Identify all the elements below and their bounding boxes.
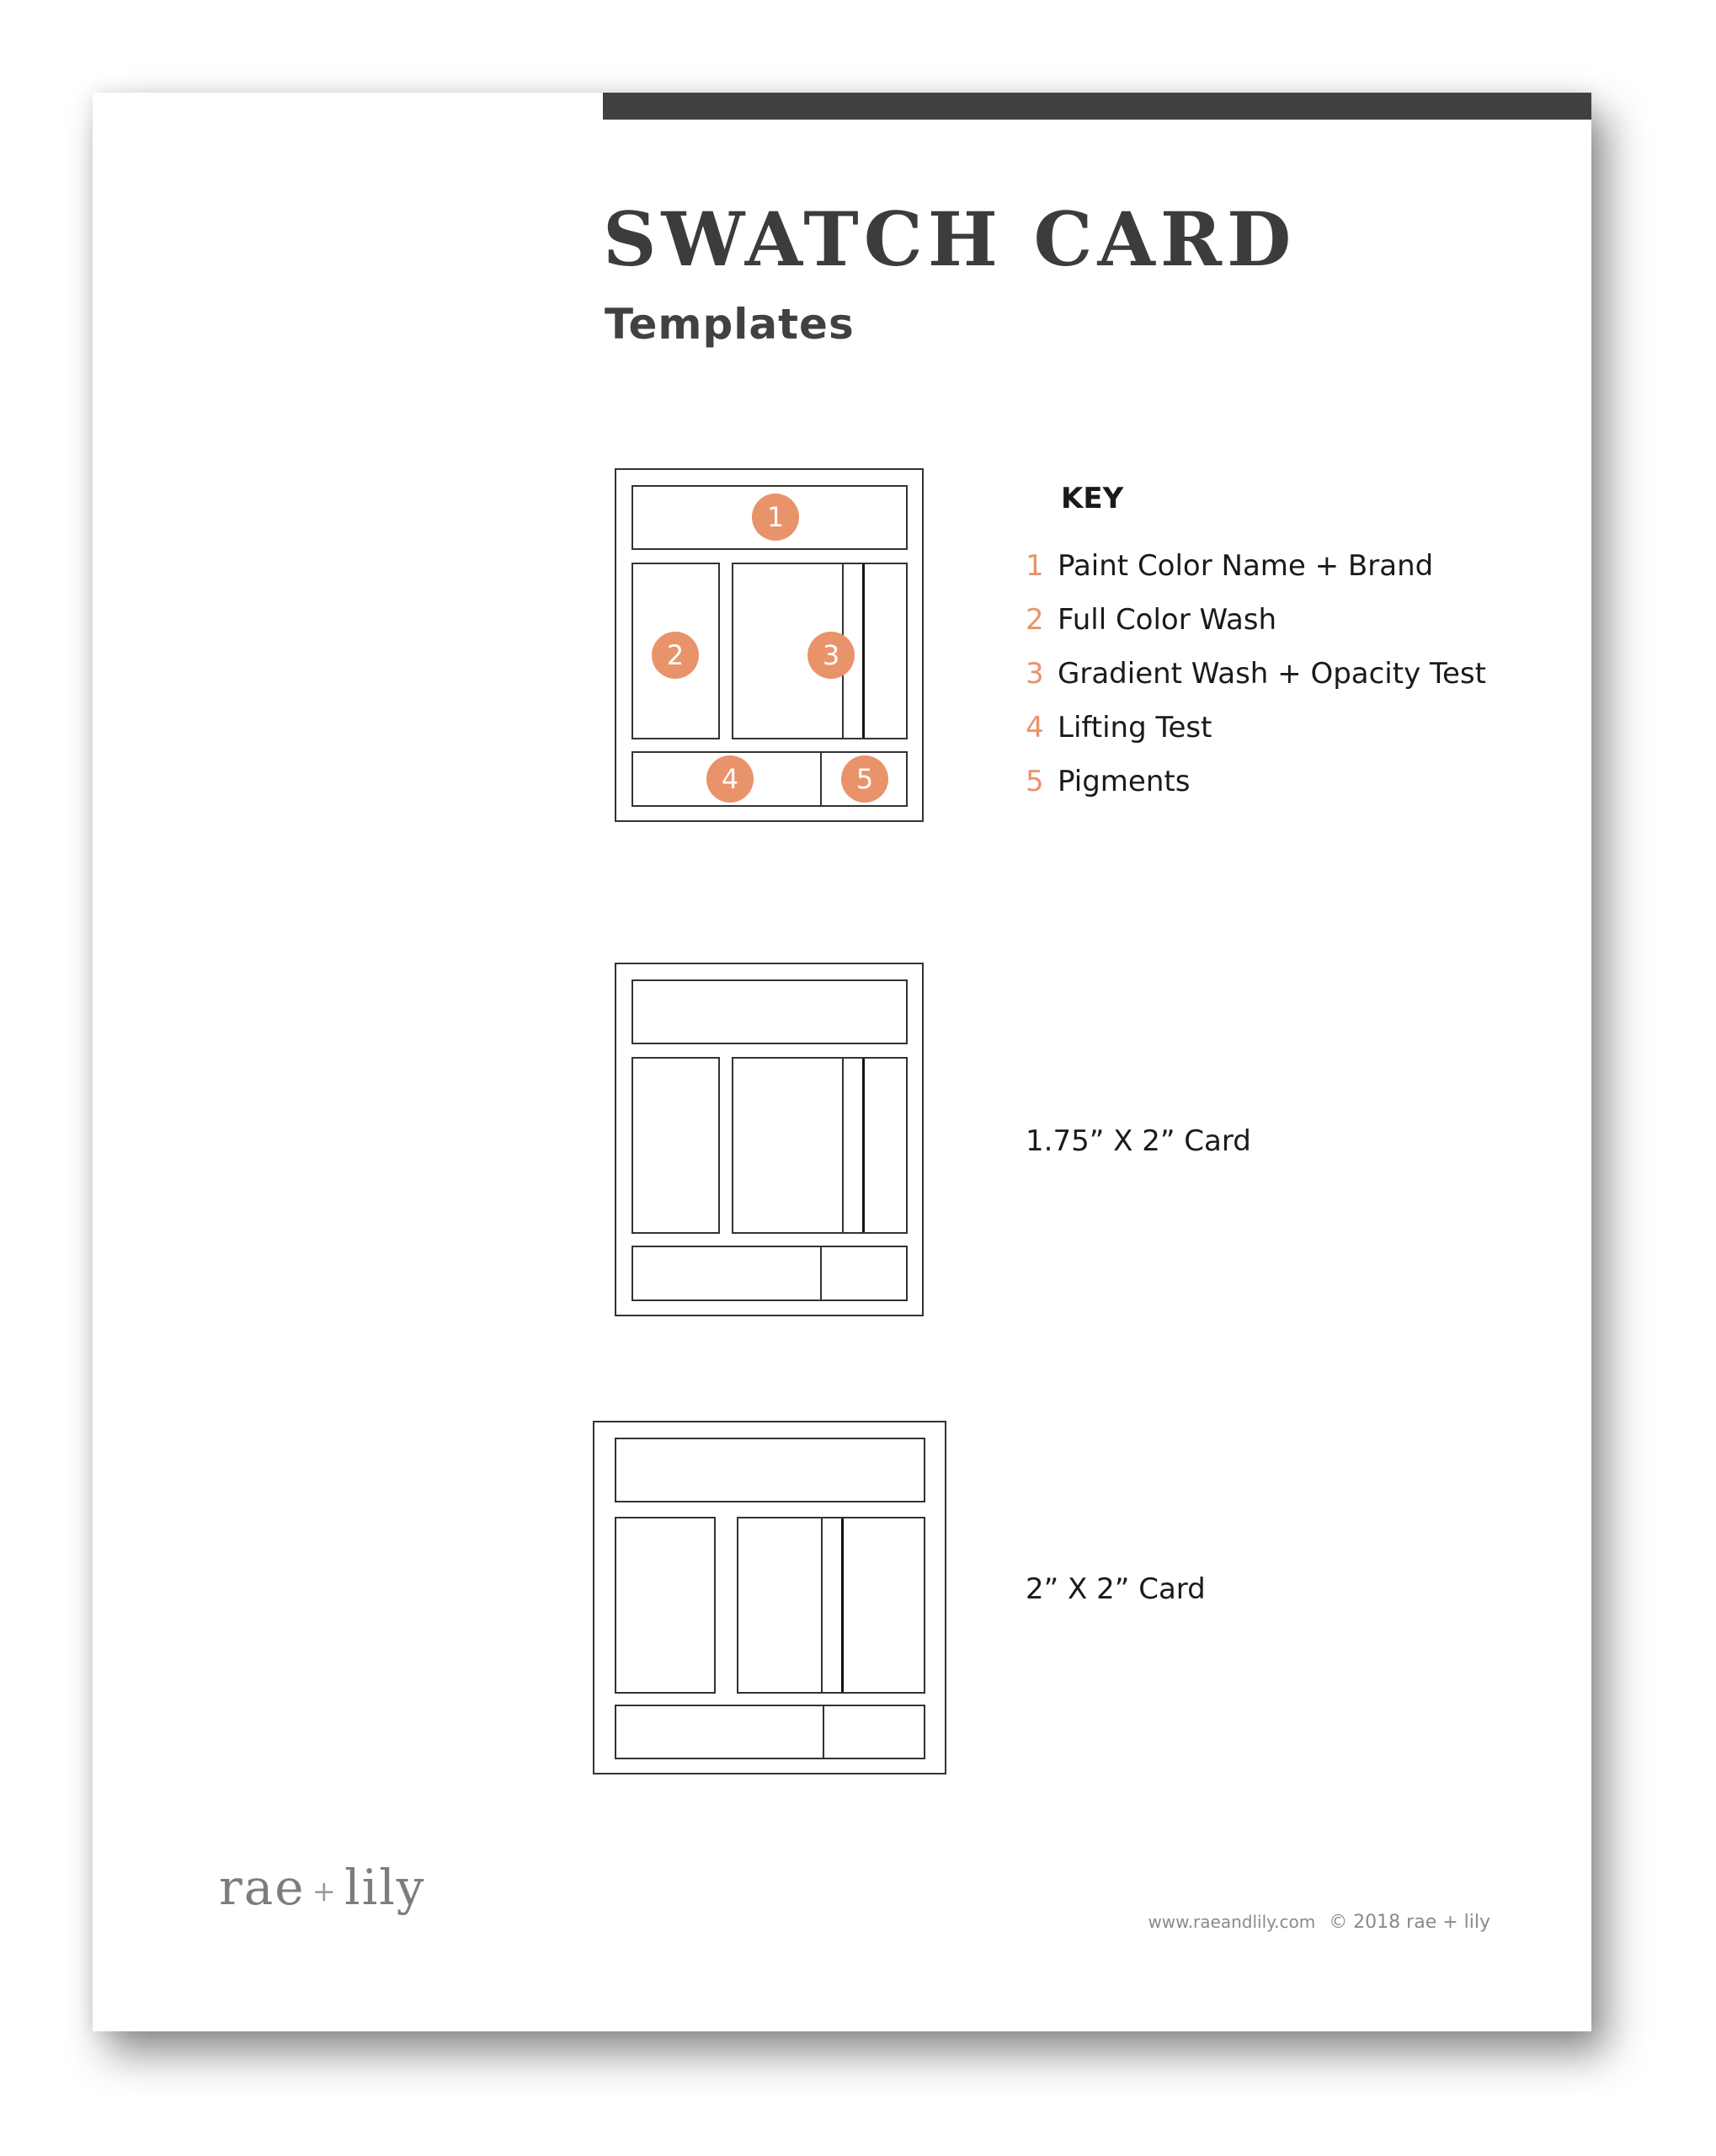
template-card-175x2	[615, 963, 924, 1316]
opacity-test-line	[842, 1059, 844, 1232]
cell-gradient-wash	[737, 1517, 925, 1694]
template-card-2x2	[593, 1421, 946, 1774]
key-number: 5	[1026, 765, 1044, 798]
card-size-label-2x2: 2” X 2” Card	[1026, 1572, 1206, 1606]
key-label: Pigments	[1058, 765, 1191, 798]
key-item	[1026, 539, 1486, 593]
footer-credits	[1148, 1913, 1490, 1932]
badge-2: 2	[652, 632, 699, 679]
key-item	[1026, 755, 1486, 808]
pigments-divider	[820, 1247, 822, 1299]
opacity-test-line	[821, 1518, 823, 1692]
page-title: SWATCH CARD	[603, 195, 1297, 283]
key-label: Full Color Wash	[1058, 603, 1277, 637]
key-item	[1026, 701, 1486, 755]
key-title: KEY	[1061, 482, 1124, 515]
key-number: 2	[1026, 603, 1044, 637]
badge-5: 5	[841, 755, 888, 803]
header-bar	[603, 93, 1591, 120]
key-number: 4	[1026, 711, 1044, 744]
cell-full-wash	[632, 1057, 720, 1234]
key-number: 3	[1026, 657, 1044, 691]
logo-plus: +	[312, 1874, 338, 1908]
cell-lifting-test	[615, 1705, 925, 1759]
page-subtitle: Templates	[605, 300, 855, 349]
logo-word-lily: lily	[344, 1859, 426, 1916]
cell-lifting-test	[632, 1246, 908, 1301]
pigments-divider	[820, 753, 822, 805]
brand-logo	[219, 1859, 426, 1916]
key-item	[1026, 593, 1486, 647]
key-list	[1026, 539, 1486, 808]
key-label: Paint Color Name + Brand	[1058, 549, 1434, 583]
key-label: Lifting Test	[1058, 711, 1212, 744]
key-label: Gradient Wash + Opacity Test	[1058, 657, 1486, 691]
cell-color-name	[615, 1438, 925, 1502]
badge-3: 3	[807, 632, 855, 679]
document-page	[93, 93, 1591, 2031]
key-number: 1	[1026, 549, 1044, 583]
logo-word-rae: rae	[219, 1859, 306, 1916]
annotated-template-card	[615, 468, 924, 822]
key-item	[1026, 647, 1486, 701]
card-size-label-175x2: 1.75” X 2” Card	[1026, 1124, 1251, 1158]
badge-1: 1	[752, 494, 799, 541]
footer-website: www.raeandlily.com	[1148, 1912, 1316, 1932]
opacity-test-line-dark	[862, 1059, 865, 1232]
pigments-divider	[823, 1706, 824, 1758]
cell-full-wash	[615, 1517, 716, 1694]
opacity-test-line-dark	[841, 1518, 844, 1692]
cell-color-name	[632, 979, 908, 1044]
footer-copyright: © 2018 rae + lily	[1329, 1912, 1490, 1933]
cell-gradient-wash	[732, 1057, 908, 1234]
badge-4: 4	[706, 755, 754, 803]
opacity-test-line-dark	[862, 564, 865, 738]
